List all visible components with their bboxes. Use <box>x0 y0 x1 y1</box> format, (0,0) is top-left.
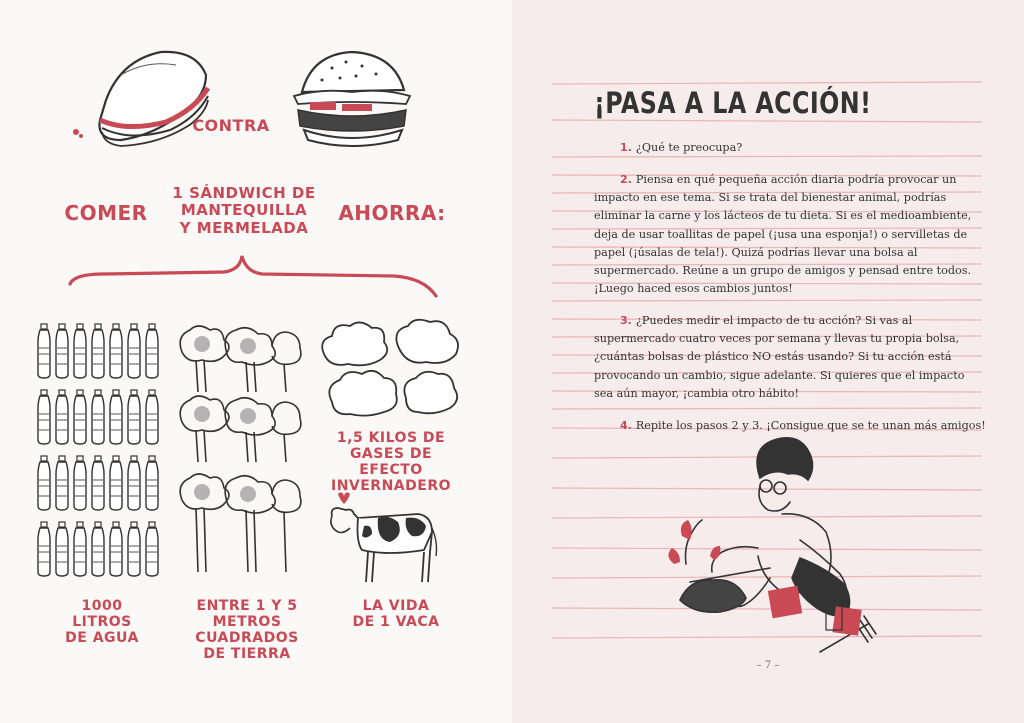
step-paragraph <box>594 139 986 157</box>
steps-text <box>594 139 986 449</box>
curly-brace <box>64 250 444 302</box>
trees-illustration <box>176 322 304 578</box>
page-number: – 7 – <box>756 660 780 671</box>
ahorra-label: AHORRA: <box>338 201 446 225</box>
land-description <box>160 598 334 662</box>
step-number: 1. <box>620 141 632 154</box>
gases-line: INVERNADERO <box>330 478 452 495</box>
right-page <box>512 0 1024 723</box>
step-number: 3. <box>620 314 632 327</box>
clouds-illustration <box>318 316 464 422</box>
water-line: DE AGUA <box>65 630 139 647</box>
water-description <box>50 598 154 646</box>
cow-line: DE 1 VACA <box>352 614 440 631</box>
step-text: ¿Qué te preocupa? <box>635 141 743 154</box>
contra-label: CONTRA <box>192 116 270 135</box>
sandwich-illustration <box>66 40 226 155</box>
step-paragraph <box>594 171 986 298</box>
land-line: METROS CUADRADOS <box>195 614 299 647</box>
sandwich-line: MANTEQUILLA <box>180 201 308 220</box>
sandwich-line: 1 SÁNDWICH DE <box>172 184 316 202</box>
gases-description <box>316 430 466 494</box>
burger-illustration <box>282 44 422 152</box>
step-text: ¿Puedes medir el impacto de tu acción? Si vas al supermercado cuatro veces por semana y llevas tu propia bolsa, ¿cuántas bolsas de plástico NO estás usando? Si tu acción está provocando un cambio, sigue adelante. Si quieres que el impacto sea aún mayor, ¡cambia otro hábito! <box>594 314 965 400</box>
cow-line: LA VIDA <box>362 598 430 614</box>
gases-line: GASES DE EFECTO <box>349 446 433 479</box>
comer-label: COMER <box>64 201 148 225</box>
land-line: ENTRE 1 Y 5 <box>196 598 298 614</box>
water-bottles-illustration <box>36 322 166 580</box>
gardener-illustration <box>650 428 884 660</box>
water-line: 1000 <box>81 598 123 614</box>
gases-line: 1,5 KILOS DE <box>336 430 446 446</box>
land-line: DE TIERRA <box>203 646 291 663</box>
step-text: Repite los pasos 2 y 3. ¡Consigue que se te unan más amigos! <box>635 418 986 432</box>
step-paragraph <box>594 312 986 403</box>
step-number: 2. <box>620 172 632 186</box>
sandwich-description <box>166 185 322 237</box>
step-text: Piensa en qué pequeña acción diaria podría provocar un impacto en ese tema. Si se trata del bienestar animal, podrías eliminar la carne y los lácteos de tu dieta. Si es el medioambiente, deja de usar toallitas de papel (¡usa una esponja!) o servilletas de papel (¡úsalas de tela!). Quizá podrías llevar una bolsa al supermercado. Reúne a un grupo de amigos y pensad entre todos. ¡Luego haced esos cambios juntos! <box>594 172 972 296</box>
page-title: ¡PASA A LA ACCIÓN! <box>594 86 872 120</box>
step-number: 4. <box>620 418 632 432</box>
cow-illustration <box>328 492 440 588</box>
water-line: LITROS <box>72 614 132 631</box>
sandwich-line: Y MERMELADA <box>179 218 309 237</box>
cow-description <box>344 598 448 630</box>
